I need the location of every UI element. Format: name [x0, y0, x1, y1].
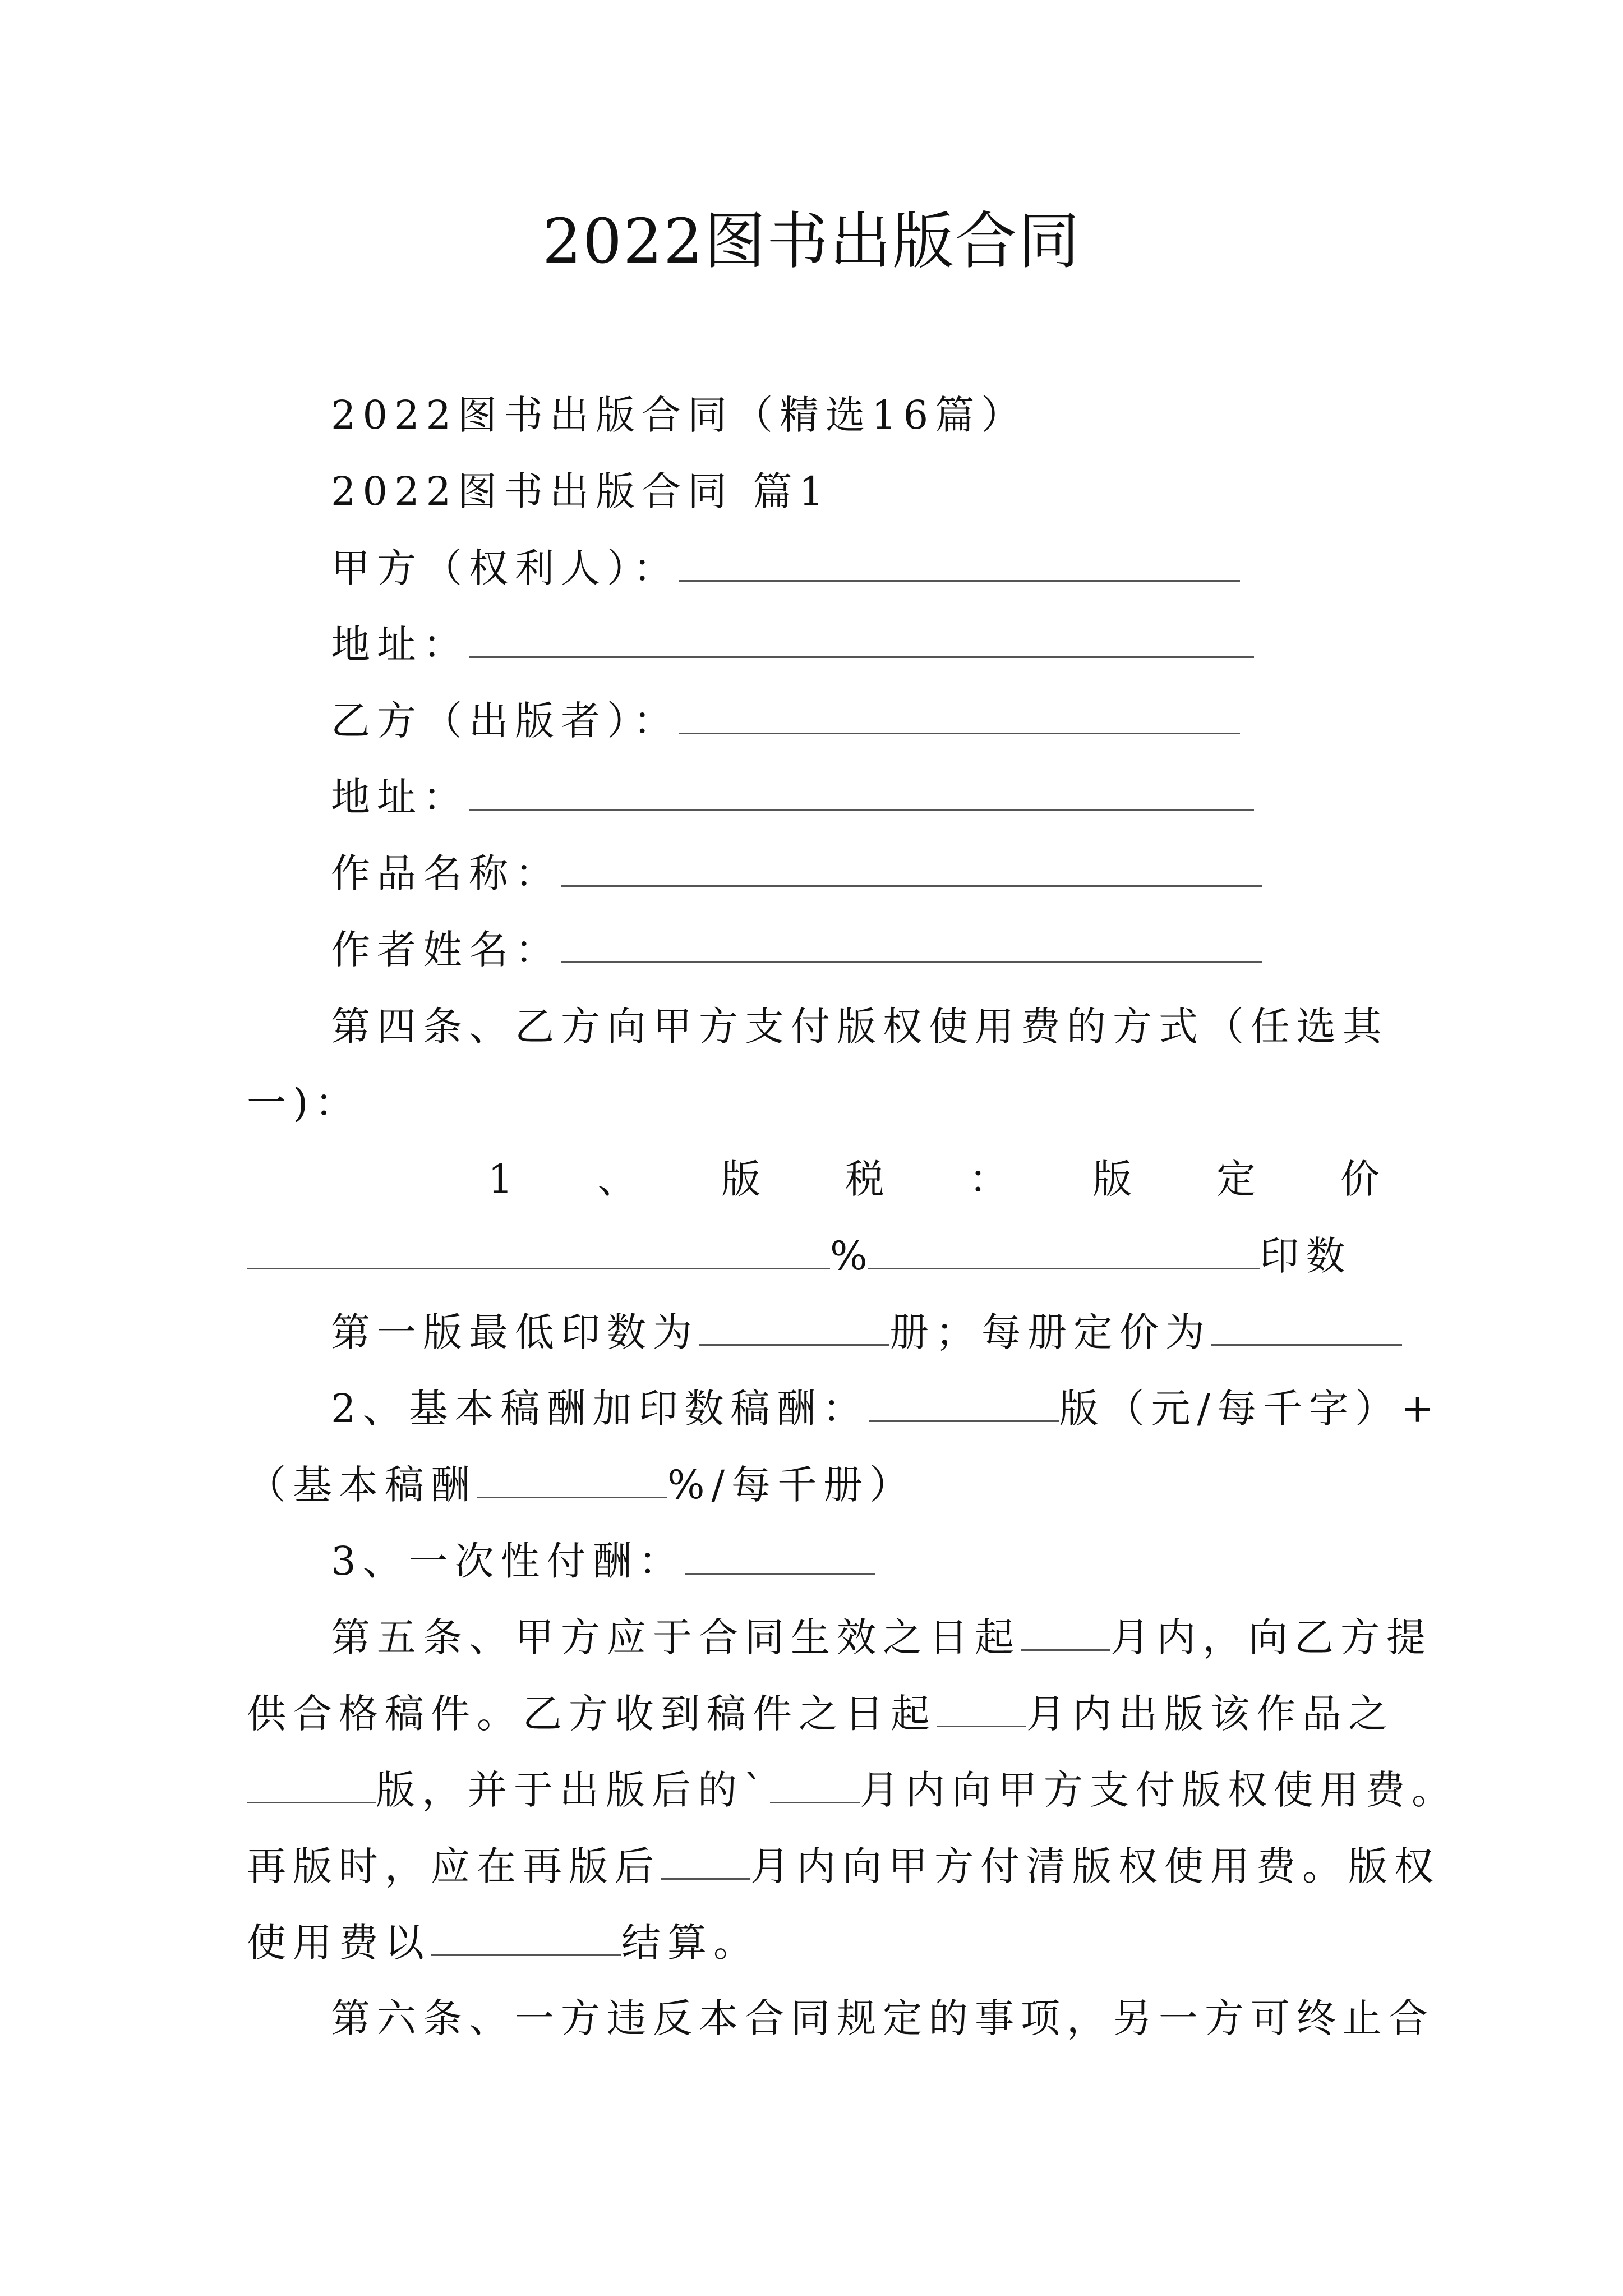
royalty-print-count: 印数: [1260, 1233, 1352, 1279]
article-5-text: 月内，向乙方提: [1110, 1614, 1432, 1660]
item-2-line-1: [331, 1380, 1441, 1437]
first-print-blank: [699, 1304, 889, 1346]
article-5-text: 使用费以: [247, 1920, 431, 1966]
item-2-base-label: （基本稿酬: [247, 1462, 477, 1508]
author-name-blank: [561, 921, 1262, 963]
unit-price-blank: [1211, 1304, 1402, 1346]
document-subtitle: 2022图书出版合同（精选16篇）: [331, 392, 1027, 438]
section-heading: 2022图书出版合同 篇1: [331, 468, 831, 514]
royalty-char: 版: [721, 1156, 761, 1202]
royalty-char: 、: [597, 1156, 637, 1202]
royalty-blank-line: [247, 1227, 1352, 1284]
item-2-unit: 版（元/每千字）+: [1059, 1386, 1441, 1432]
party-b-address-blank: [469, 769, 1254, 811]
party-a-label: 甲方（权利人）：: [331, 545, 679, 591]
article-5-blank: [1021, 1609, 1110, 1651]
article-5-line-2: [247, 1685, 1394, 1742]
royalty-spread-line: [247, 1151, 1380, 1207]
article-5-text: 再版时，应在再版后: [247, 1843, 661, 1889]
royalty-char: 定: [1216, 1156, 1256, 1202]
article-5-blank: [937, 1685, 1026, 1727]
document-title: 2022图书出版合同: [542, 205, 1081, 277]
article-5-text: 月内向甲方支付版权使用费。: [860, 1767, 1458, 1813]
item-2-per-thousand: %/每千册）: [667, 1462, 916, 1508]
item-2-blank: [869, 1380, 1059, 1422]
party-a-address-row: [331, 616, 1254, 673]
article-6-line-1: 第六条、一方违反本合同规定的事项，另一方可终止合: [331, 1995, 1435, 2041]
party-a-blank: [679, 540, 1240, 582]
royalty-char: ：: [969, 1156, 1008, 1202]
article-5-text: 月内出版该作品之: [1026, 1691, 1394, 1737]
royalty-char: 价: [1340, 1156, 1380, 1202]
work-title-label: 作品名称：: [331, 850, 561, 896]
article-5-blank: [661, 1838, 750, 1880]
party-b-blank: [679, 692, 1240, 734]
royalty-char: 1: [488, 1156, 513, 1202]
royalty-price-blank: [247, 1227, 830, 1269]
article-5-blank: [770, 1761, 860, 1803]
party-a-row: [331, 540, 1240, 596]
article-5-line-1: [331, 1609, 1432, 1665]
work-title-blank: [561, 845, 1262, 887]
item-2-line-2: [247, 1456, 915, 1513]
unit-price-label: 册；每册定价为: [889, 1309, 1211, 1355]
article-5-line-5: [247, 1914, 759, 1971]
item-3-label: 3、一次性付酬：: [331, 1538, 685, 1584]
article-5-line-4: [247, 1838, 1440, 1894]
item-3-blank: [685, 1533, 875, 1575]
first-print-label: 第一版最低印数为: [331, 1309, 699, 1355]
article-5-text: 版，并于出版后的`: [376, 1767, 770, 1813]
royalty-char: 税: [845, 1156, 884, 1202]
first-print-line: [331, 1304, 1402, 1360]
party-b-label: 乙方（出版者）：: [331, 698, 679, 744]
article-5-text: 结算。: [621, 1920, 759, 1966]
article-5-blank: [247, 1761, 376, 1803]
work-title-row: [331, 845, 1262, 901]
article-5-text: 第五条、甲方应于合同生效之日起: [331, 1614, 1021, 1660]
party-b-address-row: [331, 769, 1254, 825]
royalty-percent: %: [830, 1233, 868, 1279]
party-a-address-label: 地址：: [331, 622, 469, 668]
item-2-base-blank: [477, 1456, 667, 1498]
royalty-char: 版: [1092, 1156, 1132, 1202]
party-b-row: [331, 692, 1240, 749]
party-b-address-label: 地址：: [331, 774, 469, 820]
item-2-label: 2、基本稿酬加印数稿酬：: [331, 1386, 869, 1432]
article-5-line-3: [247, 1761, 1458, 1818]
party-a-address-blank: [469, 616, 1254, 658]
royalty-print-blank: [868, 1227, 1260, 1269]
author-name-row: [331, 921, 1262, 978]
article-5-blank: [431, 1914, 621, 1956]
article-4-line-2: 一)：: [247, 1080, 361, 1126]
article-5-text: 供合格稿件。乙方收到稿件之日起: [247, 1691, 937, 1737]
author-name-label: 作者姓名：: [331, 927, 561, 973]
article-4-line-1: 第四条、乙方向甲方支付版权使用费的方式（任选其: [331, 1004, 1389, 1050]
item-3-line: [331, 1533, 875, 1589]
article-5-text: 月内向甲方付清版权使用费。版权: [750, 1843, 1440, 1889]
